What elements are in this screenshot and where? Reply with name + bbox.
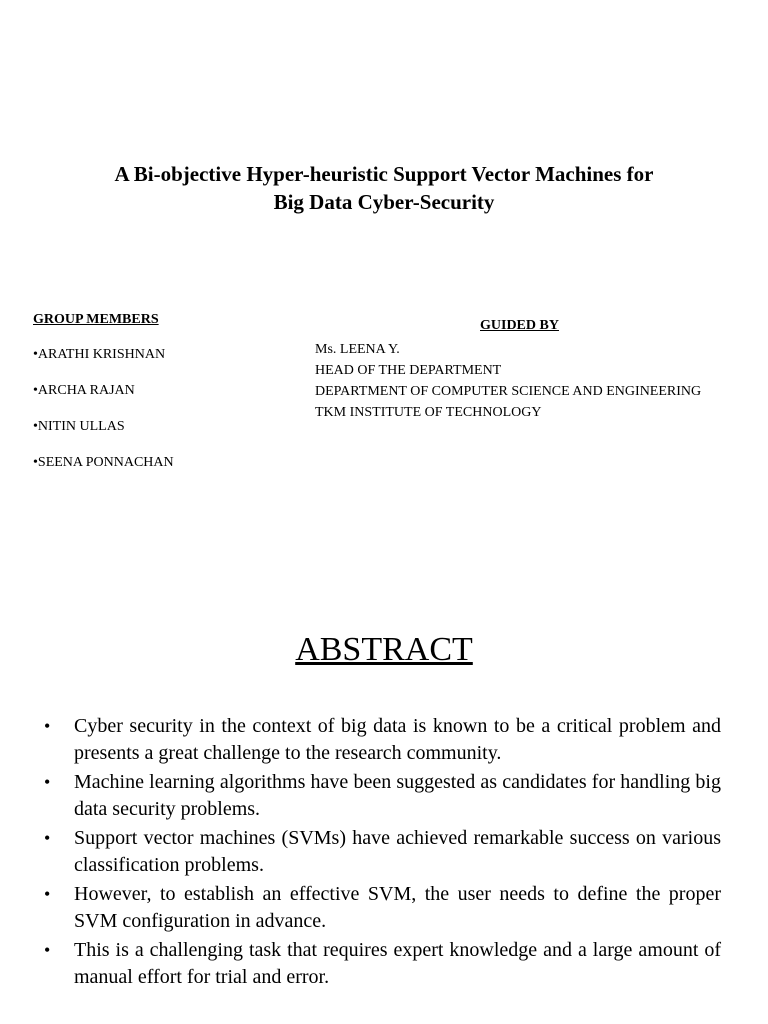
abstract-bullet [44, 937, 721, 991]
bullet-text: This is a challenging task that requires expert knowledge and a large amount of manual effort for trial and error. [74, 939, 721, 988]
guide-designation: HEAD OF THE DEPARTMENT [315, 363, 502, 378]
guide-name: Ms. LEENA Y. [315, 342, 400, 357]
guide-department: DEPARTMENT OF COMPUTER SCIENCE AND ENGINEERING [315, 384, 702, 399]
bullet-text: Machine learning algorithms have been suggested as candidates for handling big data security problems. [74, 771, 721, 820]
abstract-bullet [44, 825, 721, 879]
title-line: A Bi-objective Hyper-heuristic Support Vector Machines for [114, 162, 654, 186]
abstract-heading: ABSTRACT [295, 631, 473, 668]
bullet-marker: • [44, 940, 51, 960]
title-line: Big Data Cyber-Security [273, 190, 495, 214]
bullet-text: Support vector machines (SVMs) have achieved remarkable success on various classification problems. [74, 827, 721, 876]
abstract-bullet [44, 713, 721, 767]
group-members-block [33, 311, 293, 490]
abstract-bullet [44, 881, 721, 935]
abstract-bullet [44, 769, 721, 823]
abstract-bullet-list [44, 713, 721, 993]
abstract-slide [0, 512, 768, 1024]
guide-institute: TKM INSTITUTE OF TECHNOLOGY [315, 405, 542, 420]
guided-by-block [315, 317, 755, 423]
presentation-title [40, 160, 728, 216]
bullet-marker: • [44, 772, 51, 792]
bullet-marker: • [44, 828, 51, 848]
group-members-heading: GROUP MEMBERS [33, 312, 159, 327]
member-item: •NITIN ULLAS [33, 419, 125, 434]
member-item: •SEENA PONNACHAN [33, 455, 174, 470]
member-item: •ARCHA RAJAN [33, 383, 135, 398]
bullet-marker: • [44, 716, 51, 736]
bullet-marker: • [44, 884, 51, 904]
member-item: •ARATHI KRISHNAN [33, 347, 166, 362]
bullet-text: However, to establish an effective SVM, the user needs to define the proper SVM configuration in advance. [74, 883, 721, 932]
guided-by-heading: GUIDED BY [480, 318, 559, 333]
bullet-text: Cyber security in the context of big data is known to be a critical problem and presents a great challenge to the research community. [74, 715, 721, 764]
